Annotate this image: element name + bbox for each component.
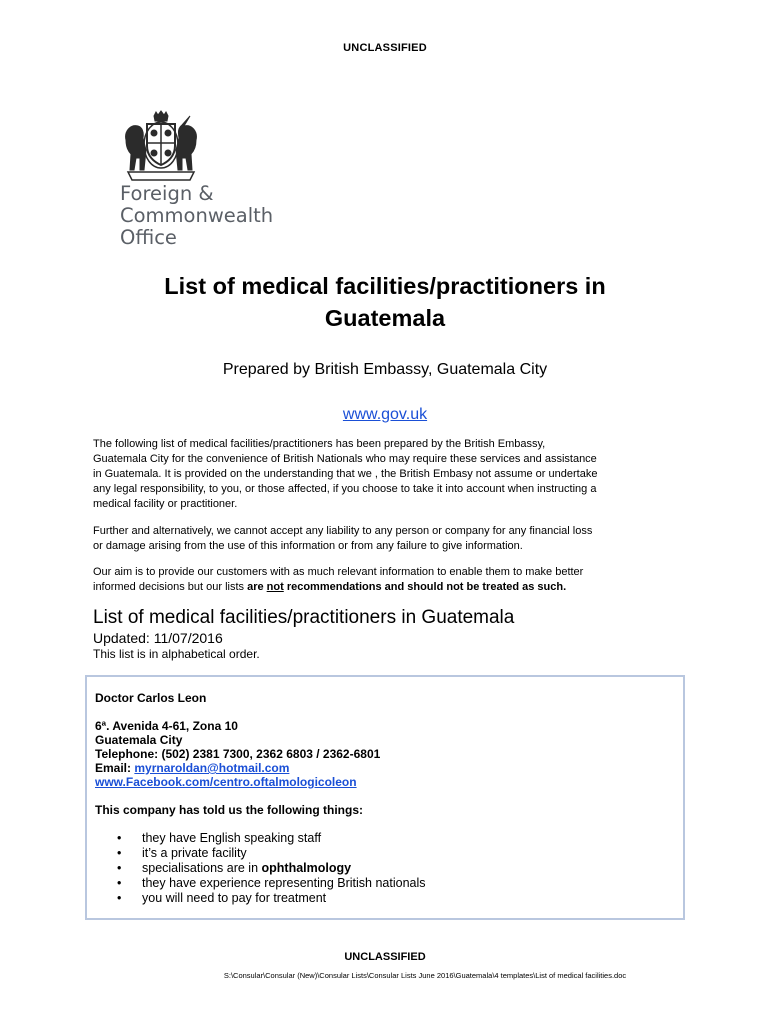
list-item: • they have experience representing British nationals xyxy=(95,876,426,891)
text-line xyxy=(93,580,673,595)
facility-entry-box xyxy=(85,675,685,920)
document-title-line: Guatemala xyxy=(324,305,446,331)
text-line: or damage arising from the use of this information or from any failure to give information. xyxy=(93,540,523,552)
prepared-by: Prepared by British Embassy, Guatemala City xyxy=(222,361,548,378)
royal-coat-of-arms-icon xyxy=(116,110,206,182)
facility-name: Doctor Carlos Leon xyxy=(95,691,207,705)
facebook-row xyxy=(95,775,380,789)
text-line: any legal responsibility, to you, or those affected, if you choose to take it into account when instructing a xyxy=(93,483,597,495)
list-item xyxy=(95,861,426,876)
updated-date: Updated: 11/07/2016 xyxy=(93,630,223,646)
document-title xyxy=(90,270,680,334)
list-item: • they have English speaking staff xyxy=(95,831,426,846)
text-line: Our aim is to provide our customers with as much relevant information to enable them to make better xyxy=(93,566,584,578)
classification-header: UNCLASSIFIED xyxy=(343,42,427,54)
facebook-link[interactable]: www.Facebook.com/centro.oftalmologicoleon xyxy=(95,775,357,789)
fco-logo-line: Foreign & xyxy=(120,182,214,205)
gov-uk-link[interactable]: www.gov.uk xyxy=(342,406,428,423)
document-title-line: List of medical facilities/practitioners in xyxy=(164,273,606,299)
disclaimer-paragraph-3 xyxy=(93,565,673,595)
bold-recommendations: recommendations and should not be treated as such. xyxy=(283,581,567,593)
text-segment: informed decisions but our lists xyxy=(93,581,248,593)
text-line: The following list of medical facilities/practitioners has been prepared by the British Embassy, xyxy=(93,438,546,450)
list-item: • it’s a private facility xyxy=(95,846,426,861)
facility-contact xyxy=(95,719,380,789)
told-us-heading: This company has told us the following things: xyxy=(95,803,364,817)
text-line: in Guatemala. It is provided on the understanding that we , the British Embasy not assume or undertake xyxy=(93,468,598,480)
address-line: 6ª. Avenida 4-61, Zona 10 xyxy=(95,719,238,733)
facts-list xyxy=(95,831,426,906)
bold-not: not xyxy=(266,581,284,593)
email-label: Email: xyxy=(95,761,135,775)
specialisation-value: ophthalmology xyxy=(261,861,352,875)
fco-logo-line: Commonwealth xyxy=(120,204,274,227)
text-line: medical facility or practitioner. xyxy=(93,498,238,510)
list-heading: List of medical facilities/practitioners in Guatemala xyxy=(93,607,515,628)
address-city: Guatemala City xyxy=(95,733,183,747)
fco-logo-text xyxy=(120,183,273,249)
fco-logo-line: Office xyxy=(120,226,177,249)
classification-footer: UNCLASSIFIED xyxy=(344,951,426,963)
telephone: Telephone: (502) 2381 7300, 2362 6803 / 2362-6801 xyxy=(95,747,381,761)
bold-are: are xyxy=(247,581,267,593)
text-line: Further and alternatively, we cannot accept any liability to any person or company for any financial loss xyxy=(93,525,593,537)
email-row xyxy=(95,761,380,775)
order-note: This list is in alphabetical order. xyxy=(93,647,260,661)
disclaimer-paragraph-1 xyxy=(93,437,673,512)
disclaimer-paragraph-2 xyxy=(93,524,673,554)
email-link[interactable]: myrnaroldan@hotmail.com xyxy=(134,761,290,775)
specialisation-prefix: specialisations are in xyxy=(142,861,262,875)
file-path: S:\Consular\Consular (New)\Consular Lists\Consular Lists June 2016\Guatemala\4 templates\List of medical facilities.doc xyxy=(223,971,627,980)
list-item: • you will need to pay for treatment xyxy=(95,891,426,906)
text-line: Guatemala City for the convenience of British Nationals who may require these services and assistance xyxy=(93,453,597,465)
